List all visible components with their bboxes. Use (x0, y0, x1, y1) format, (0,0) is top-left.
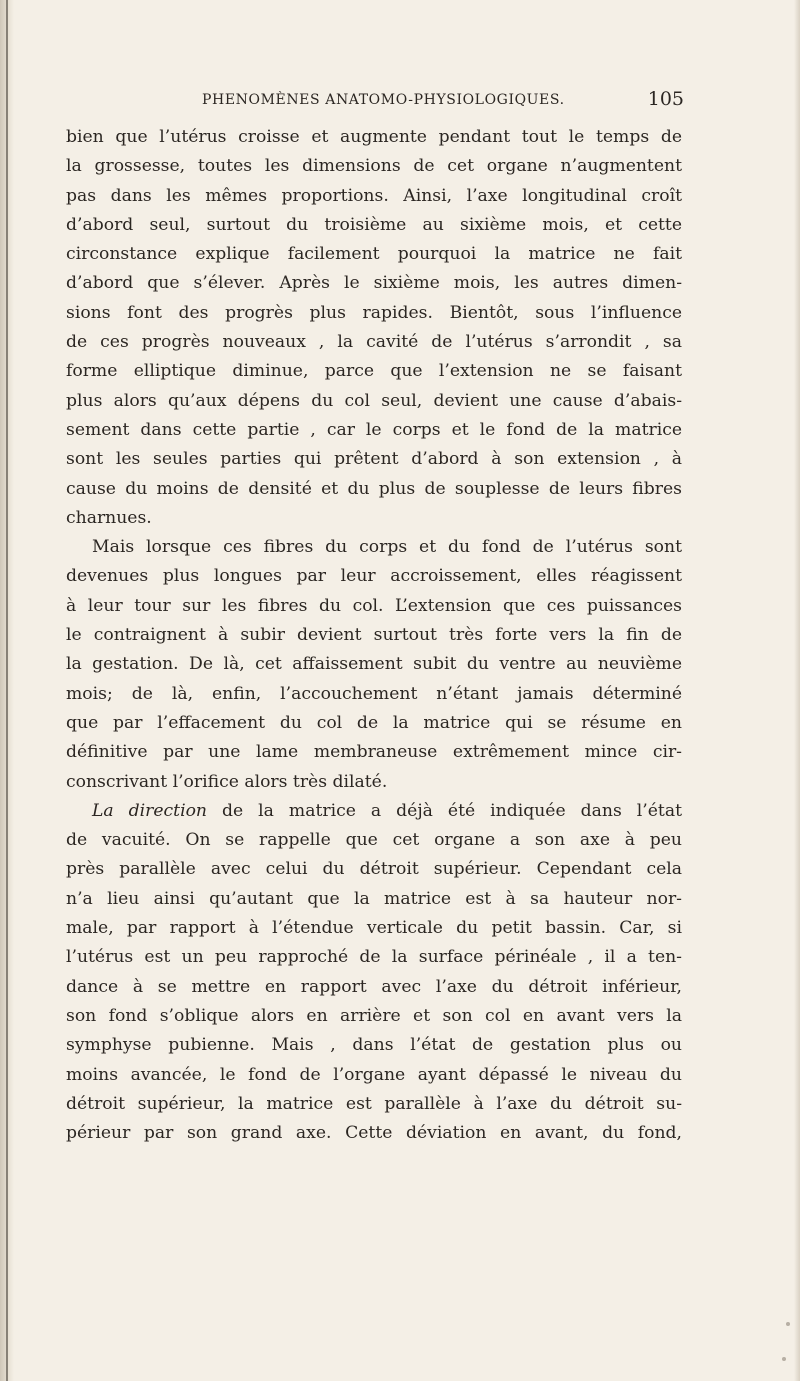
text-line: sions font des progrès plus rapides. Bientôt, sous l’influence (66, 302, 682, 323)
text-line: la gestation. De là, cet affaissement subit du ventre au neuvième (66, 654, 682, 675)
text-line: son fond s’oblique alors en arrière et son col en avant vers la (66, 1005, 682, 1026)
text-line: l’utérus est un peu rapproché de la surface périnéale , il a ten- (66, 947, 682, 968)
text-line: cause du moins de densité et du plus de souplesse de leurs fibres (66, 478, 682, 499)
text-line: que par l’effacement du col de la matrice qui se résume en (66, 712, 682, 733)
text-line: le contraignent à subir devient surtout très forte vers la fin de (66, 625, 682, 646)
text-line: la grossesse, toutes les dimensions de cet organe n’augmentent (66, 156, 682, 177)
page-header (64, 90, 684, 114)
binding-edge (6, 0, 8, 1381)
page-body (66, 123, 682, 1148)
text-line: sont les seules parties qui prêtent d’abord à son extension , à (66, 449, 682, 470)
text-line: sement dans cette partie , car le corps et le fond de la matrice (66, 419, 682, 440)
text-line: bien que l’utérus croisse et augmente pendant tout le temps de (66, 127, 682, 147)
text-line: male, par rapport à l’étendue verticale du petit bassin. Car, si (66, 918, 682, 939)
text-line: d’abord que s’élever. Après le sixième mois, les autres dimen- (66, 273, 682, 294)
text-line (66, 797, 682, 826)
text-line: moins avancée, le fond de l’organe ayant dépassé le niveau du (66, 1064, 682, 1085)
text-line: près parallèle avec celui du détroit supérieur. Cependant cela (66, 859, 682, 880)
text-line: périeur par son grand axe. Cette déviation en avant, du fond, (66, 1123, 682, 1144)
text-line: devenues plus longues par leur accroissement, elles réagissent (66, 566, 682, 587)
text-line: symphyse pubienne. Mais , dans l’état de gestation plus ou (66, 1035, 682, 1056)
text-line: mois; de là, enfin, l’accouchement n’étant jamais déterminé (66, 683, 682, 704)
page-number: 105 (647, 88, 684, 110)
paper-speck (786, 1322, 790, 1326)
text-line: détroit supérieur, la matrice est parallèle à l’axe du détroit su- (66, 1093, 682, 1114)
paper-speck (782, 1357, 786, 1361)
text-line: charnues. (66, 507, 152, 528)
text-line: à leur tour sur les fibres du col. L’extension que ces puissances (66, 595, 682, 616)
text-line: de vacuité. On se rappelle que cet organe a son axe à peu (66, 830, 682, 851)
text-line: forme elliptique diminue, parce que l’extension ne se faisant (66, 361, 682, 382)
text-line: circonstance explique facilement pourquoi la matrice ne fait (66, 244, 682, 265)
text-line: conscrivant l’orifice alors très dilaté. (66, 771, 388, 792)
text-line: définitive par une lame membraneuse extrêmement mince cir- (66, 742, 682, 763)
text-line: Mais lorsque ces fibres du corps et du fond de l’utérus sont (92, 537, 682, 558)
text-line: n’a lieu ainsi qu’autant que la matrice est à sa hauteur nor- (66, 888, 682, 909)
text-line-rest: de la matrice a déjà été indiquée dans l’état (207, 800, 682, 821)
text-line: de ces progrès nouveaux , la cavité de l’utérus s’arrondit , sa (66, 332, 682, 353)
italic-term: La direction (92, 800, 207, 821)
text-line: dance à se mettre en rapport avec l’axe du détroit inférieur, (66, 976, 682, 997)
page-edge-right (794, 0, 800, 1381)
running-head: PHENOMÈNES ANATOMO-PHYSIOLOGIQUES. (202, 92, 565, 108)
text-line: plus alors qu’aux dépens du col seul, devient une cause d’abais- (66, 390, 682, 411)
text-line: pas dans les mêmes proportions. Ainsi, l’axe longitudinal croît (66, 185, 682, 206)
text-line: d’abord seul, surtout du troisième au sixième mois, et cette (66, 214, 682, 235)
